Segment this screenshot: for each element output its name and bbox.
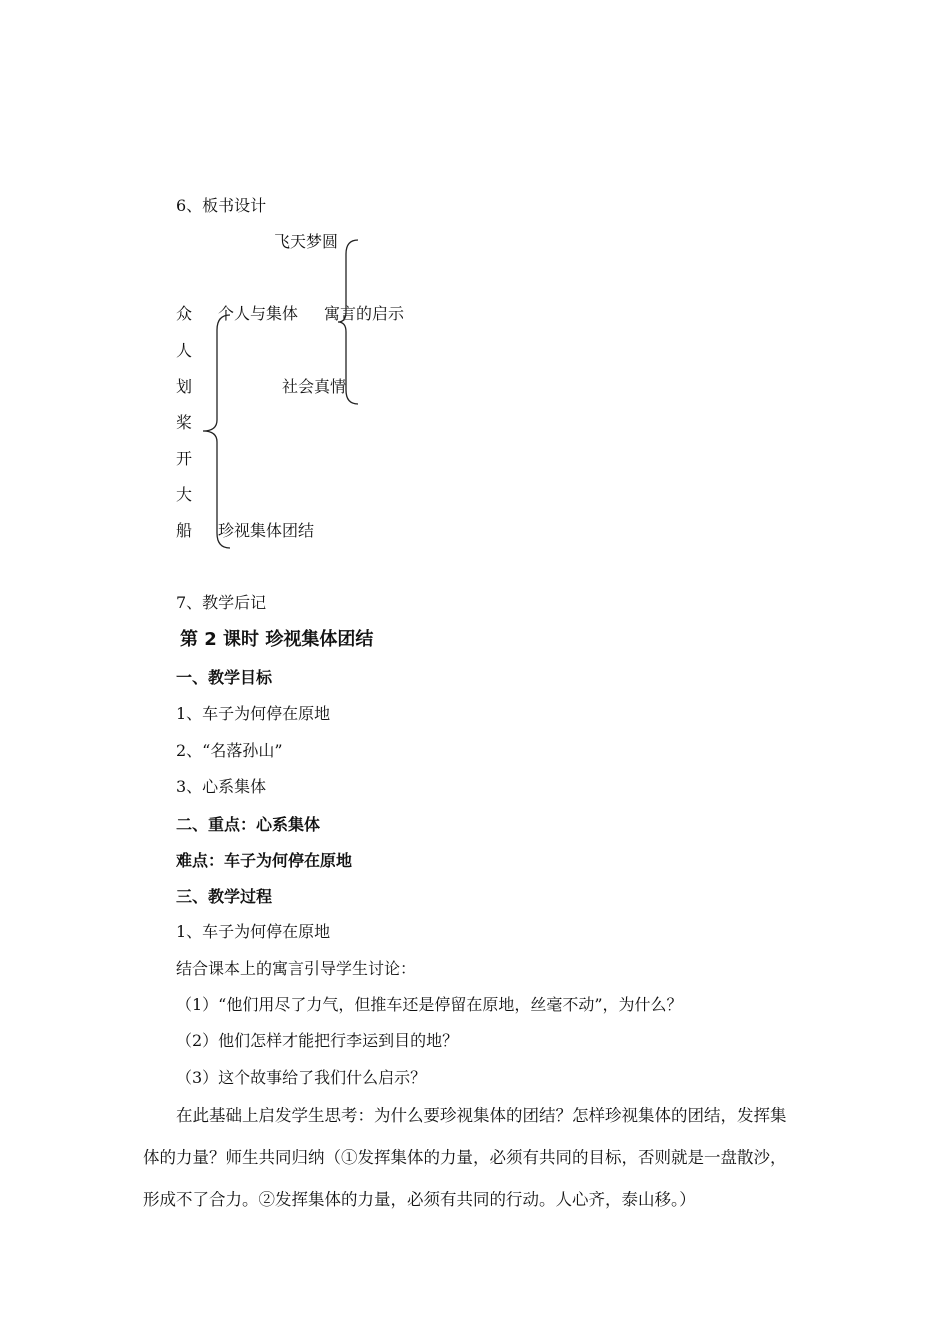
board-vertical-char: 众 [176, 304, 193, 323]
board-item-middle-left: 个人与集体 [218, 304, 299, 323]
question-item: （1）“他们用尽了力气，但推车还是停留在原地，丝毫不动”，为什么？ [176, 995, 683, 1014]
board-item-bottom: 珍视集体团结 [218, 521, 315, 540]
goals-heading: 一、教学目标 [176, 668, 273, 687]
paragraph-line: 形成不了合力。②发挥集体的力量，必须有共同的行动。人心齐，泰山移。） [143, 1190, 696, 1209]
board-vertical-char: 划 [176, 377, 193, 396]
question-item: （3）这个故事给了我们什么启示？ [176, 1068, 427, 1087]
discussion-intro: 结合课本上的寓言引导学生讨论： [176, 959, 417, 978]
goal-item: 3、心系集体 [176, 777, 267, 796]
paragraph-line: 在此基础上启发学生思考：为什么要珍视集体的团结？怎样珍视集体的团结，发挥集 [176, 1106, 787, 1125]
paragraph-line: 体的力量？师生共同归纳（①发挥集体的力量，必须有共同的目标，否则就是一盘散沙， [143, 1148, 787, 1167]
board-braces [0, 0, 950, 620]
brace-left-main [203, 315, 230, 548]
goal-item: 1、车子为何停在原地 [176, 704, 331, 723]
process-heading: 三、教学过程 [176, 887, 273, 906]
key-point: 二、重点：心系集体 [176, 815, 321, 834]
process-step-1: 1、车子为何停在原地 [176, 922, 331, 941]
section-7-heading: 7、教学后记 [176, 593, 267, 612]
question-item: （2）他们怎样才能把行李运到目的地？ [176, 1031, 459, 1050]
board-vertical-char: 桨 [176, 413, 193, 432]
goal-item: 2、“名落孙山” [176, 741, 283, 760]
board-item-lower: 社会真情 [282, 377, 347, 396]
board-item-top: 飞天梦圆 [274, 232, 339, 251]
section-6-heading: 6、板书设计 [176, 196, 267, 215]
board-vertical-char: 人 [176, 341, 193, 360]
lesson-2-heading: 第 2 课时 珍视集体团结 [180, 629, 374, 650]
board-vertical-char: 大 [176, 485, 193, 504]
brace-right-upper [338, 240, 358, 404]
board-vertical-char: 开 [176, 449, 193, 468]
board-vertical-char: 船 [176, 521, 193, 540]
difficulty: 难点：车子为何停在原地 [176, 851, 353, 870]
board-item-middle-right: 寓言的启示 [324, 304, 405, 323]
